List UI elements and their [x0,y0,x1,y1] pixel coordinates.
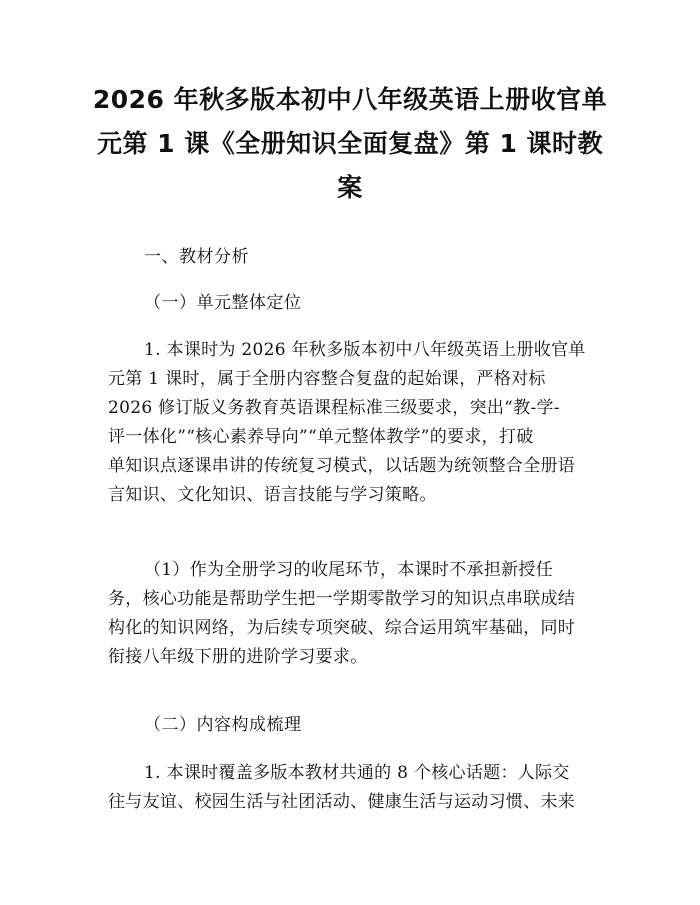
paragraph-line: 1. 本课时覆盖多版本教材共通的 8 个核心话题：人际交 [144,763,570,783]
subsection-heading: （一）单元整体定位 [144,293,302,313]
paragraph-2 [108,556,598,672]
paragraph-line: 往与友谊、校园生活与社团活动、健康生活与运动习惯、未来 [108,792,576,812]
paragraph-1 [108,336,598,510]
title-line: 案 [337,173,363,202]
paragraph-line: 单知识点逐课串讲的传统复习模式，以话题为统领整合全册语 [108,456,576,476]
paragraph-line: 2026 修订版义务教育英语课程标准三级要求，突出“教-学- [108,398,560,418]
paragraph-line: 务，核心功能是帮助学生把一学期零散学习的知识点串联成结 [108,589,576,609]
paragraph-line: （1）作为全册学习的收尾环节，本课时不承担新授任 [144,560,554,580]
paragraph-line: 1. 本课时为 2026 年秋多版本初中八年级英语上册收官单 [144,340,586,360]
paragraph-line: 衔接八年级下册的进阶学习要求。 [108,647,368,667]
paragraph-3 [108,759,598,817]
paragraph-line: 元第 1 课时，属于全册内容整合复盘的起始课，严格对标 [108,369,546,389]
title-line: 元第 1 课《全册知识全面复盘》第 1 课时教 [96,129,604,158]
title-line: 2026 年秋多版本初中八年级英语上册收官单 [92,85,608,114]
paragraph-line: 构化的知识网络，为后续专项突破、综合运用筑牢基础，同时 [108,618,576,638]
section-heading: 一、教材分析 [144,247,249,267]
paragraph-line: 言知识、文化知识、语言技能与学习策略。 [108,485,437,505]
subsection-heading: （二）内容构成梳理 [144,715,302,735]
paragraph-line: 评一体化”“核心素养导向”“单元整体教学”的要求，打破 [108,427,534,447]
document-title [92,78,608,210]
